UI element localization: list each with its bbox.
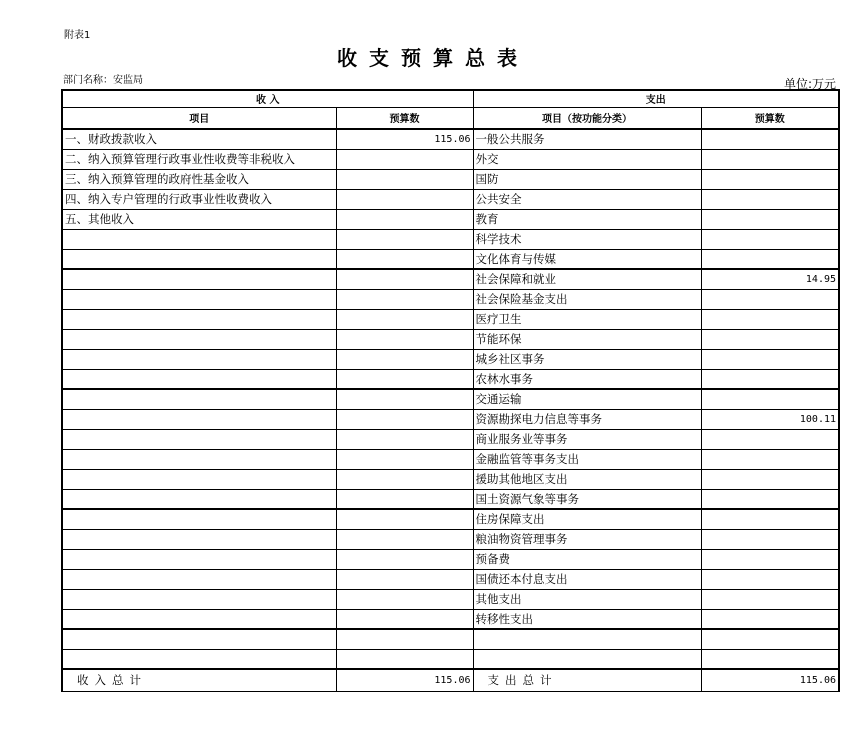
income-amount-cell <box>336 309 473 329</box>
income-amount-cell <box>336 189 473 209</box>
income-item-cell: 一、财政拨款收入 <box>62 129 336 149</box>
expense-item-header: 项目（按功能分类） <box>473 107 701 129</box>
table-row <box>62 309 839 329</box>
income-item-cell: 四、纳入专户管理的行政事业性收费收入 <box>62 189 336 209</box>
income-amount-cell <box>336 229 473 249</box>
table-row <box>62 609 839 629</box>
expense-amount-cell <box>701 229 839 249</box>
group-header-row <box>62 90 839 107</box>
table-row <box>62 169 839 189</box>
income-item-cell <box>62 569 336 589</box>
expense-amount-cell <box>701 449 839 469</box>
table-row <box>62 429 839 449</box>
budget-table <box>61 89 840 692</box>
table-row <box>62 549 839 569</box>
income-amount-cell <box>336 469 473 489</box>
expense-amount-cell <box>701 169 839 189</box>
income-item-cell: 二、纳入预算管理行政事业性收费等非税收入 <box>62 149 336 169</box>
income-item-cell <box>62 329 336 349</box>
expense-item-cell: 公共安全 <box>473 189 701 209</box>
expense-amount-cell <box>701 189 839 209</box>
expense-amount-cell <box>701 529 839 549</box>
table-row <box>62 149 839 169</box>
expense-amount-header: 预算数 <box>701 107 839 129</box>
expense-amount-cell <box>701 289 839 309</box>
income-amount-cell <box>336 649 473 669</box>
income-item-cell <box>62 529 336 549</box>
expense-amount-cell <box>701 389 839 409</box>
income-amount-cell <box>336 489 473 509</box>
income-item-cell <box>62 369 336 389</box>
income-amount-cell <box>336 529 473 549</box>
expense-item-cell: 资源勘探电力信息等事务 <box>473 409 701 429</box>
table-row <box>62 209 839 229</box>
table-row <box>62 289 839 309</box>
expense-item-cell: 转移性支出 <box>473 609 701 629</box>
expense-item-cell: 国土资源气象等事务 <box>473 489 701 509</box>
expense-item-cell: 国债还本付息支出 <box>473 569 701 589</box>
page-title: 收支预算总表 <box>337 46 529 70</box>
income-item-cell <box>62 249 336 269</box>
income-total-label: 收入总计 <box>62 669 336 691</box>
income-amount-cell <box>336 409 473 429</box>
income-item-cell <box>62 229 336 249</box>
expense-group-header: 支出 <box>473 90 839 107</box>
table-row <box>62 449 839 469</box>
income-amount-cell <box>336 169 473 189</box>
income-item-cell: 三、纳入预算管理的政府性基金收入 <box>62 169 336 189</box>
income-amount-cell <box>336 429 473 449</box>
income-item-cell <box>62 309 336 329</box>
income-item-cell <box>62 269 336 289</box>
expense-item-cell: 教育 <box>473 209 701 229</box>
income-amount-cell <box>336 569 473 589</box>
income-item-cell <box>62 629 336 649</box>
expense-amount-cell: 14.95 <box>701 269 839 289</box>
expense-item-cell: 社会保险基金支出 <box>473 289 701 309</box>
expense-item-cell: 农林水事务 <box>473 369 701 389</box>
expense-amount-cell <box>701 349 839 369</box>
expense-item-cell: 医疗卫生 <box>473 309 701 329</box>
expense-item-cell: 预备费 <box>473 549 701 569</box>
income-amount-cell <box>336 629 473 649</box>
department-label: 部门名称：安监局 <box>63 75 143 86</box>
expense-item-cell: 金融监管等事务支出 <box>473 449 701 469</box>
table-row <box>62 369 839 389</box>
income-amount-cell <box>336 249 473 269</box>
table-row <box>62 529 839 549</box>
expense-amount-cell <box>701 489 839 509</box>
expense-item-cell: 一般公共服务 <box>473 129 701 149</box>
income-group-header: 收 入 <box>62 90 473 107</box>
expense-amount-cell <box>701 649 839 669</box>
table-row <box>62 489 839 509</box>
income-amount-cell <box>336 209 473 229</box>
income-amount-cell <box>336 269 473 289</box>
table-row <box>62 329 839 349</box>
income-amount-cell <box>336 349 473 369</box>
expense-amount-cell <box>701 469 839 489</box>
expense-amount-cell <box>701 329 839 349</box>
table-row <box>62 509 839 529</box>
table-row <box>62 469 839 489</box>
expense-item-cell: 交通运输 <box>473 389 701 409</box>
income-amount-cell <box>336 369 473 389</box>
table-row <box>62 409 839 429</box>
income-item-header: 项目 <box>62 107 336 129</box>
appendix-label: 附表1 <box>64 30 91 41</box>
income-item-cell <box>62 649 336 669</box>
income-item-cell <box>62 349 336 369</box>
expense-item-cell: 援助其他地区支出 <box>473 469 701 489</box>
income-item-cell <box>62 449 336 469</box>
income-amount-cell <box>336 389 473 409</box>
table-row <box>62 349 839 369</box>
expense-total-label: 支出总计 <box>473 669 701 691</box>
expense-amount-cell <box>701 589 839 609</box>
income-amount-cell <box>336 289 473 309</box>
expense-amount-cell <box>701 509 839 529</box>
income-item-cell <box>62 389 336 409</box>
income-item-cell <box>62 509 336 529</box>
income-amount-cell <box>336 589 473 609</box>
totals-row <box>62 669 839 691</box>
expense-amount-cell <box>701 309 839 329</box>
income-item-cell: 五、其他收入 <box>62 209 336 229</box>
table-row <box>62 569 839 589</box>
table-row <box>62 269 839 289</box>
expense-amount-cell <box>701 609 839 629</box>
income-amount-cell <box>336 449 473 469</box>
expense-amount-cell <box>701 569 839 589</box>
table-row <box>62 589 839 609</box>
income-total-amount: 115.06 <box>336 669 473 691</box>
expense-amount-cell: 100.11 <box>701 409 839 429</box>
expense-item-cell: 外交 <box>473 149 701 169</box>
expense-item-cell: 节能环保 <box>473 329 701 349</box>
expense-amount-cell <box>701 369 839 389</box>
expense-item-cell <box>473 649 701 669</box>
unit-label: 单位:万元 <box>783 77 836 91</box>
expense-item-cell: 国防 <box>473 169 701 189</box>
expense-amount-cell <box>701 209 839 229</box>
expense-item-cell: 其他支出 <box>473 589 701 609</box>
income-amount-cell <box>336 509 473 529</box>
income-item-cell <box>62 429 336 449</box>
income-item-cell <box>62 409 336 429</box>
column-header-row <box>62 107 839 129</box>
income-item-cell <box>62 289 336 309</box>
expense-amount-cell <box>701 249 839 269</box>
table-row <box>62 649 839 669</box>
expense-item-cell: 文化体育与传媒 <box>473 249 701 269</box>
income-item-cell <box>62 549 336 569</box>
income-item-cell <box>62 589 336 609</box>
expense-item-cell: 社会保障和就业 <box>473 269 701 289</box>
expense-item-cell: 科学技术 <box>473 229 701 249</box>
income-amount-cell <box>336 149 473 169</box>
income-amount-cell <box>336 549 473 569</box>
expense-item-cell: 住房保障支出 <box>473 509 701 529</box>
expense-amount-cell <box>701 549 839 569</box>
table-row <box>62 389 839 409</box>
expense-amount-cell <box>701 629 839 649</box>
table-row <box>62 629 839 649</box>
income-amount-cell <box>336 609 473 629</box>
table-row <box>62 189 839 209</box>
income-amount-cell: 115.06 <box>336 129 473 149</box>
expense-item-cell <box>473 629 701 649</box>
expense-amount-cell <box>701 429 839 449</box>
table-row <box>62 129 839 149</box>
expense-item-cell: 商业服务业等事务 <box>473 429 701 449</box>
expense-item-cell: 城乡社区事务 <box>473 349 701 369</box>
table-row <box>62 249 839 269</box>
income-item-cell <box>62 609 336 629</box>
income-item-cell <box>62 489 336 509</box>
expense-amount-cell <box>701 149 839 169</box>
income-amount-header: 预算数 <box>336 107 473 129</box>
table-row <box>62 229 839 249</box>
expense-item-cell: 粮油物资管理事务 <box>473 529 701 549</box>
income-item-cell <box>62 469 336 489</box>
expense-total-amount: 115.06 <box>701 669 839 691</box>
expense-amount-cell <box>701 129 839 149</box>
income-amount-cell <box>336 329 473 349</box>
